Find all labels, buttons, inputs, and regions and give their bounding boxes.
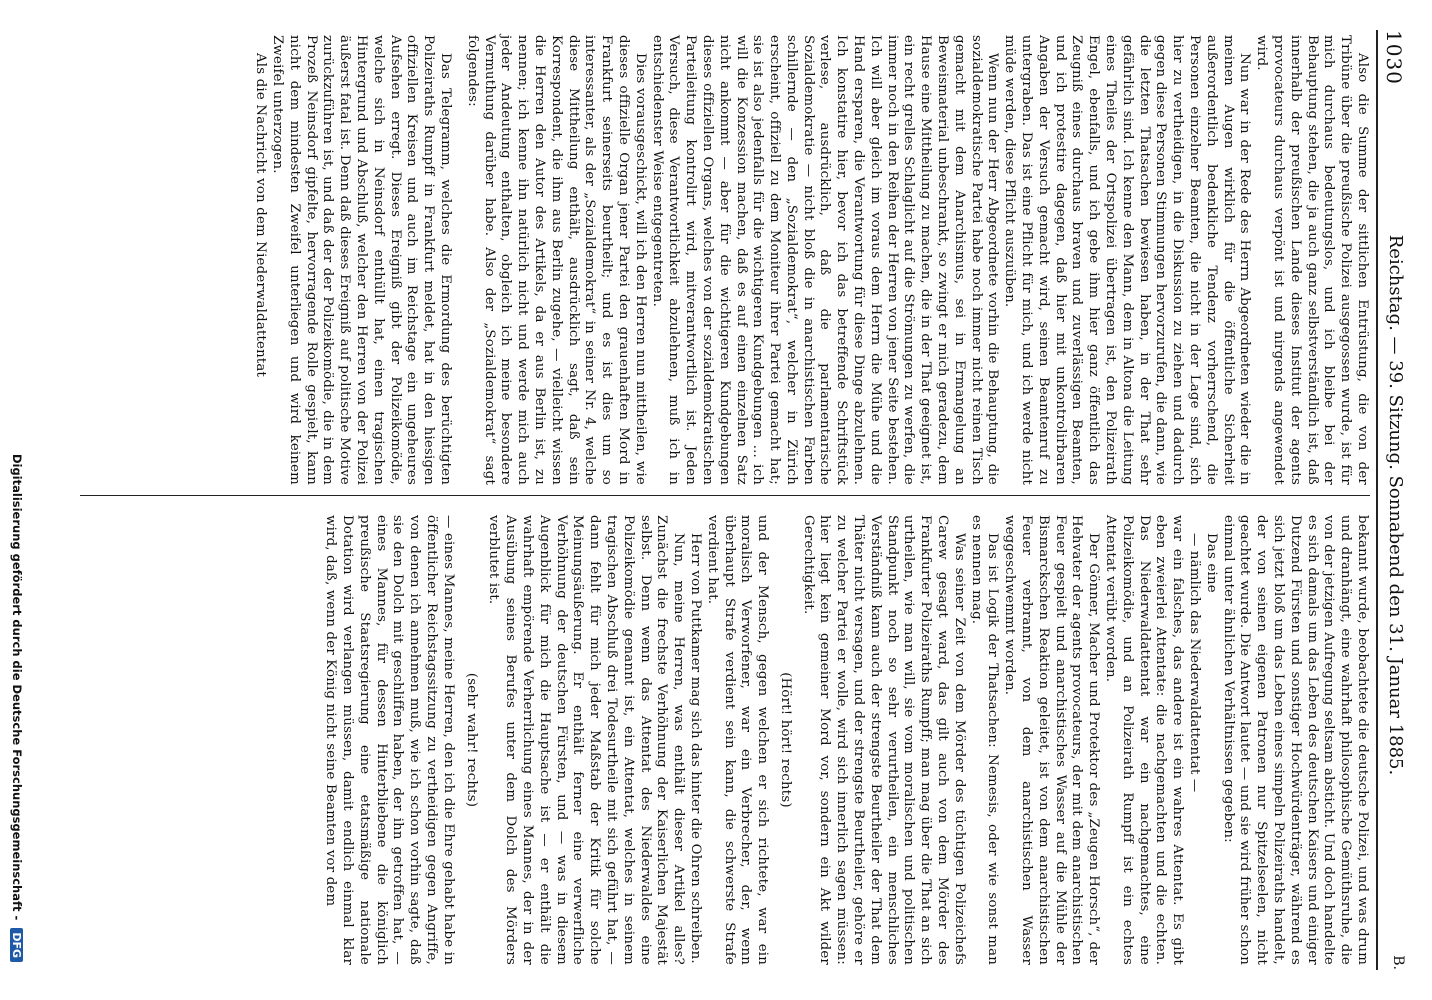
dfg-logo: DFG [10, 928, 23, 962]
quoted-paragraph: Das Telegramm, welches die Ermordung des berüchtigten Polizeiraths Rumpff in Frankfurt meldet, hat in den hiesigen offiziellen Kreisen und auch im Reichstage ein ungeheures Aufsehen erregt. Dieses Ereigniß gibt der Polizeikomödie, welche sich in Neinsdorf enthüllt hat, einen tragischen Hintergrund und Abschluß, welcher den Herren von der Polizei äußerst fatal ist. Denn daß dieses Ereigniß auf politische Motive zurückzuführen ist, und daß der der Polizeikomödie, die in dem Prozeß Neinsdorf gipfelte, hervorragende Rolle gespielt, kann nicht dem mindesten Zweifel unterliegen und wird keinem Zweifel unterzogen. [270, 35, 453, 485]
quoted-paragraph: war ein falsches, das andere ist ein wahres Attentat. Es gibt eben zweierlei Attentate: die nachgemachten und die echten. Das Niederwaldattentat war ein nachgemachtes, eine Polizeikomödie, und an Polizeirath Rumpff ist ein echtes Attentat verübt worden. [1103, 515, 1186, 965]
page-number: 1030 [1382, 30, 1406, 85]
paragraph: Nun, meine Herren, was enthält dieser Artikel alles? Zunächst die frechste Verhöhnung der Kaiserlichen Majestät selbst. Denn wenn das Attentat des Niederwaldes eine Polizeikomödie genannt ist, ein Attentat, welches in seinem tragischen Abschluß drei Todesurtheile mit sich geführt hat, — dann fehlt für mich jeder Maßstab der Kritik für solche Meinungsäußerung. Er enthält ferner eine verwerfliche Verhöhnung der deutschen Fürsten, und — was in diesem Augenblick für mich die Hauptsache ist — er enthält die wahrhaft empörende Verherrlichung eines Mannes, der in der Ausübung seines Berufes unter dem Dolch des Mörders verblutet ist. [486, 515, 687, 965]
quoted-paragraph: Der Gönner, Macher und Protektor des „Zeugen Horsch“, der Hehvater der agents provocateurs, der mit dem anarchistischen Feuer gespielt und anarchistisches Wasser auf die Mühle der Bismarckschen Reaktion geleitet, ist von dem anarchistischen Feuer verbrannt, von dem anarchistischen Wasser weggeschwemmt worden. [1002, 515, 1102, 965]
interjection: (sehr wahr! rechts) [463, 672, 479, 808]
quoted-line: — nämlich das Niederwaldattentat — [1187, 533, 1203, 793]
signature-mark: B. [1390, 955, 1406, 970]
quoted-line: Das eine [1203, 533, 1219, 593]
paragraph: Also die Summe der sittlichen Entrüstung, die von der Tribüne über die preußische Polizei ausgegossen wurde, ist für mich durchaus bedeutungslos, und ich bleibe bei der Behauptung stehen, die ja auch ganz selbstverständlich ist, daß innerhalb der preußischen Lande dieses Institut der agents provocateurs durchaus verpönt ist und nirgends angewendet wird. [1254, 35, 1370, 485]
quoted-paragraph: Was seiner Zeit von dem Mörder des tüchtigen Polizeichefs Carew gesagt ward, das gilt auch von dem Mörder des Frankfurter Polizeiraths Rumpff; man mag über die That an sich urtheilen, wie man will, sie vom moralischen und politischen Standpunkt noch so sehr verurtheilen, ein menschliches Verständniß kann auch der strengste Beurtheiler der That dem Thäter nicht versagen, und der strengste Beurtheiler, gehöre er zu welcher Partei er wolle, wird sich innerlich sagen müssen: hier liegt kein gemeiner Mord vor, sondern ein Akt wilder Gerechtigkeit. [800, 515, 967, 965]
interjection: (Hört! hört! rechts) [777, 672, 793, 808]
paragraph: — eines Mannes, meine Herren, den ich die Ehre gehabt habe in öffentlicher Reichstagssitzung zu vertheidigen gegen Angriffe, von denen ich annehmen muß, wie ich schon vorhin sagte, daß sie den Dolch mit geschliffen haben, der ihn getroffen hat, — eines Mannes, für dessen Hinterbliebene die königlich preußische Staatsregierung eine etatsmäßige nationale Dotation wird verlangen müssen, damit endlich einmal klar wird, daß, wenn der König nicht seine Beamten vor dem [323, 515, 456, 965]
running-title: Reichstag. — 39. Sitzung. Sonnabend den 31. Januar 1885. [1385, 234, 1406, 776]
left-column [90, 35, 1370, 485]
header-rule [1376, 30, 1378, 970]
paragraph: Nun war in der Rede des Herrn Abgeordneten wieder die in meinen Augen wirklich für die öffentliche Sicherheit außerordentlich bedenkliche Tendenz vorherrschend, die Personen einzelner Beamten, die nicht in der Lage sind, sich hier zu vertheidigen, in die Diskussion zu ziehen und dadurch gegen diese Personen Stimmungen hervorzurufen, die dann, wie die letzten Thatsachen bewiesen haben, in der That sehr gefährlich sind. Ich kenne den Mann, dem in Altona die Leitung eines Theiles der Ortspolizei übertragen ist, den Polizeirath Engel, ebenfalls, und ich gebe ihm hier ganz öffentlich das Zeugniß eines durchaus braven und zuverlässigen Beamten, und ich protestire dagegen, daß hier mit unkontrolirbaren Angaben der Versuch gemacht wird, seinen Beamtenruf zu untergraben. Das ist eine Pflicht für mich, und ich werde nicht müde werden, diese Pflicht auszuüben. [1002, 35, 1253, 485]
quoted-paragraph: Als die Nachricht von dem Niederwaldattentat [253, 53, 269, 378]
footer-credit: Digitalisierung gefördert durch die Deutsche Forschungsgemeinschaft - [10, 453, 24, 921]
column-divider [80, 495, 1370, 496]
page-header [1378, 30, 1414, 970]
quoted-paragraph: Das ist Logik der Thatsachen: Nemesis, oder wie sonst man es nennen mag. [968, 515, 1001, 965]
quoted-paragraph: und der Mensch, gegen welchen er sich richtete, war ein moralisch Verworfener, war ein Verbrecher, der, wenn überhaupt Strafe verdient sein kann, die schwerste Strafe verdient hat. [704, 515, 771, 965]
right-column [90, 515, 1370, 965]
paragraph: Wenn nun der Herr Abgeordnete vorhin die Behauptung, die sozialdemokratische Partei habe noch immer nicht reinen Tisch gemacht mit dem Anarchismus, sei in Ermangelung an Beweismaterial unbeschrankt, so zwingt er mich geradezu, dem Hause eine Mittheilung zu machen, die in der That geeignet ist, ein recht grelles Schlaglicht auf die Strömungen zu werfen, die immer noch in den Reihen der Herren von jener Seite bestehen. Ich will aber gleich im voraus dem Herrn die Mühe und die Hand ersparen, die Verantwortung für diese Dinge abzulehnen. Ich konstatire hier, bevor ich das betreffende Schriftstück verlese, ausdrücklich, daß die parlamentarische Sozialdemokratie — nicht bloß die in anarchistischen Farben schillernde — den „Sozialdemokrat“, welcher in Zürich erscheint, offiziell zu dem Moniteur ihrer Partei gemacht hat; sie ist also jedenfalls für die wichtigeren Kundgebungen ... ich will die Konzession machen, daß es auf einen einzelnen Satz nicht ankommt — aber für die wichtigeren Kundgebungen dieses offiziellen Organs, welches von der sozialdemokratischen Parteileitung kontrolirt wird, mitverantwortlich ist. Jeden Versuch, diese Verantwortlichkeit abzulehnen, muß ich in entschiedenster Weise entgegentreten. [649, 35, 1001, 485]
quoted-paragraph: bekannt wurde, beobachtete die deutsche Polizei, und was drum und dranhängt, eine wahrhaft philosophische Gemüthsruhe, die von der jetzigen Aufregung seltsam absticht. Und doch handelte es sich damals um das Leben des deutschen Kaisers und einiger Dutzend Fürsten und sonstiger Hochwürdenträger, während es sich jetzt bloß um das Leben eines simpeln Polizeiraths handelt, der von seinen eigenen Patronen nur Spitzelseelen, nicht geachtet wurde. Die Antwort lautet — und sie wird früher schon einmal unter ähnlichen Verhältnissen gegeben: [1220, 515, 1370, 965]
digitization-footer [4, 0, 24, 1000]
quoted-paragraph: Herr von Puttkamer mag sich das hinter die Ohren schreiben. [687, 533, 703, 964]
paragraph: Dies vorausgeschickt, will ich den Herren nun mittheilen, wie dieses offizielle Organ jener Partei den grauenhaften Mord in Frankfurt seinerseits beurtheilt; und es ist dies um so interessanter, als der „Sozialdemokrat“ in seiner Nr. 4, welche diese Mittheilung enthält, ausdrücklich sagt, daß sein Korrespondent, die ihm aus Berlin zugehe, — vielleicht wissen die Herren den Autor des Artikels, da er aus Berlin ist, zu nennen; ich kenne ihn natürlich nicht und werde mich auch jeder Andeutung enthalten, obgleich ich meine besondere Vermuthung darüber habe. Also der „Sozialdemokrat“ sagt folgendes: [464, 35, 648, 485]
